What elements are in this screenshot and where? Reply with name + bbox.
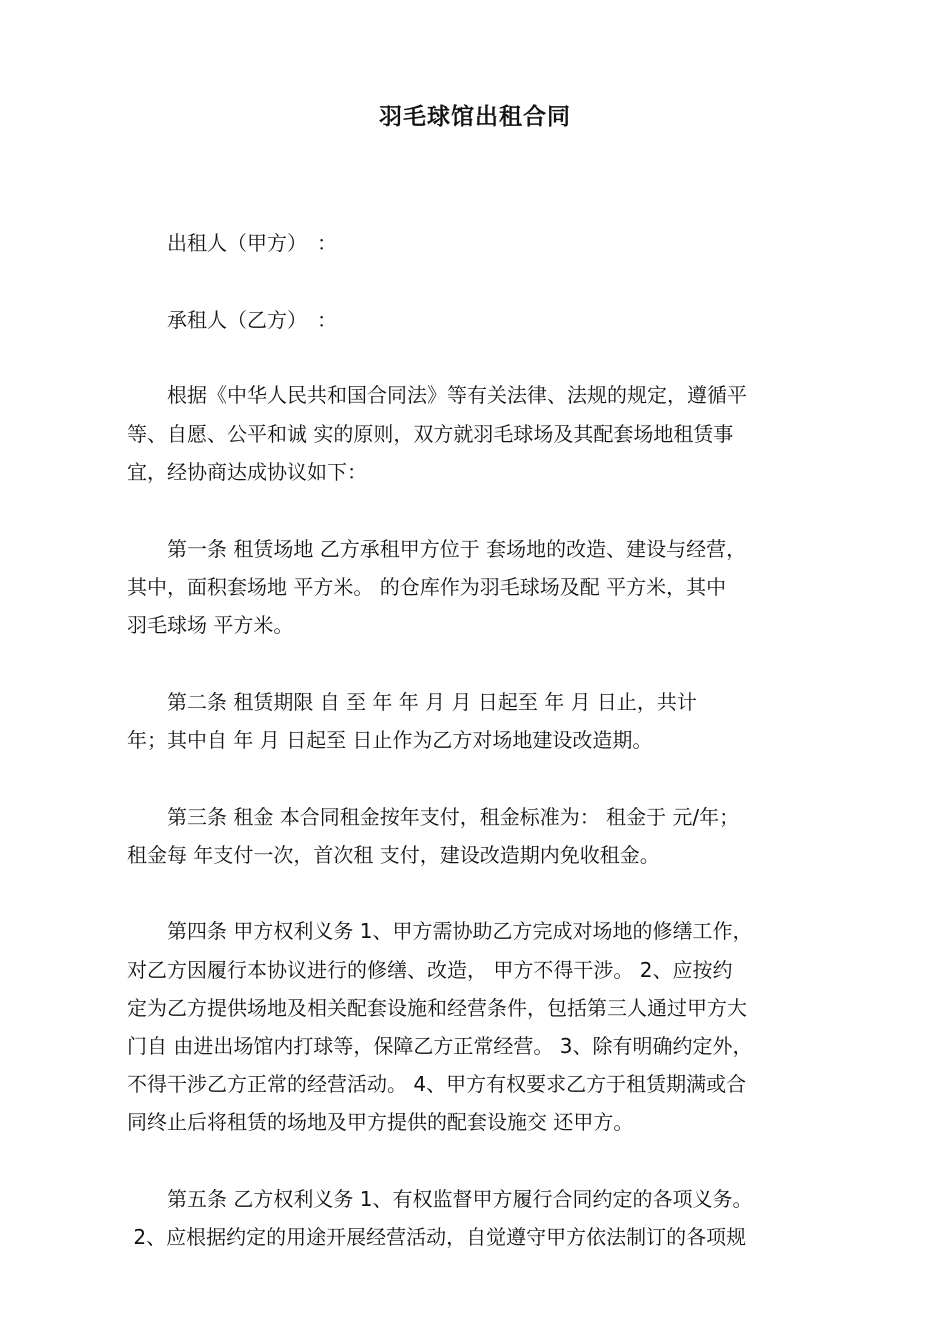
- article-2-line-1: 第二条 租赁期限 自 至 年 年 月 月 日起至 年 月 日止，共计: [127, 690, 697, 714]
- article-4-line-1: 第四条 甲方权利义务 1、甲方需协助乙方完成对场地的修缮工作，: [127, 919, 753, 943]
- party-b-line: 承租人（乙方） ：: [127, 308, 337, 332]
- article-5-line-2: 2、应根据约定的用途开展经营活动，自觉遵守甲方依法制订的各项规: [127, 1225, 747, 1249]
- article-4-line-6: 同终止后将租赁的场地及甲方提供的配套设施交 还甲方。: [127, 1110, 634, 1134]
- preamble-line-3: 宜，经协商达成协议如下：: [127, 460, 367, 484]
- article-4-line-5: 不得干涉乙方正常的经营活动。 4、甲方有权要求乙方于租赁期满或合: [127, 1072, 747, 1096]
- article-1-line-1: 第一条 租赁场地 乙方承租甲方位于 套场地的改造、建设与经营，: [127, 537, 747, 561]
- preamble-line-1: 根据《中华人民共和国合同法》等有关法律、法规的规定，遵循平: [127, 383, 747, 407]
- article-5-line-1: 第五条 乙方权利义务 1、有权监督甲方履行合同约定的各项义务。: [127, 1187, 753, 1211]
- preamble-line-2: 等、自愿、公平和诚 实的原则，双方就羽毛球场及其配套场地租赁事: [127, 422, 734, 446]
- article-4-line-2: 对乙方因履行本协议进行的修缮、改造， 甲方不得干涉。 2、应按约: [127, 958, 733, 982]
- article-3-line-2: 租金每 年支付一次，首次租 支付，建设改造期内免收租金。: [127, 843, 660, 867]
- article-4-line-3: 定为乙方提供场地及相关配套设施和经营条件，包括第三人通过甲方大: [127, 996, 747, 1020]
- party-a-line: 出租人（甲方） ：: [127, 231, 337, 255]
- document-title: 羽毛球馆出租合同: [379, 104, 571, 130]
- article-4-line-4: 门自 由进出场馆内打球等，保障乙方正常经营。 3、除有明确约定外，: [127, 1034, 753, 1058]
- article-1-line-3: 羽毛球场 平方米。: [127, 613, 294, 637]
- article-2-line-2: 年；其中自 年 月 日起至 日止作为乙方对场地建设改造期。: [127, 728, 653, 752]
- article-1-line-2: 其中，面积套场地 平方米。 的仓库作为羽毛球场及配 平方米，其中: [127, 575, 727, 599]
- article-3-line-1: 第三条 租金 本合同租金按年支付，租金标准为： 租金于 元/年；: [127, 805, 740, 829]
